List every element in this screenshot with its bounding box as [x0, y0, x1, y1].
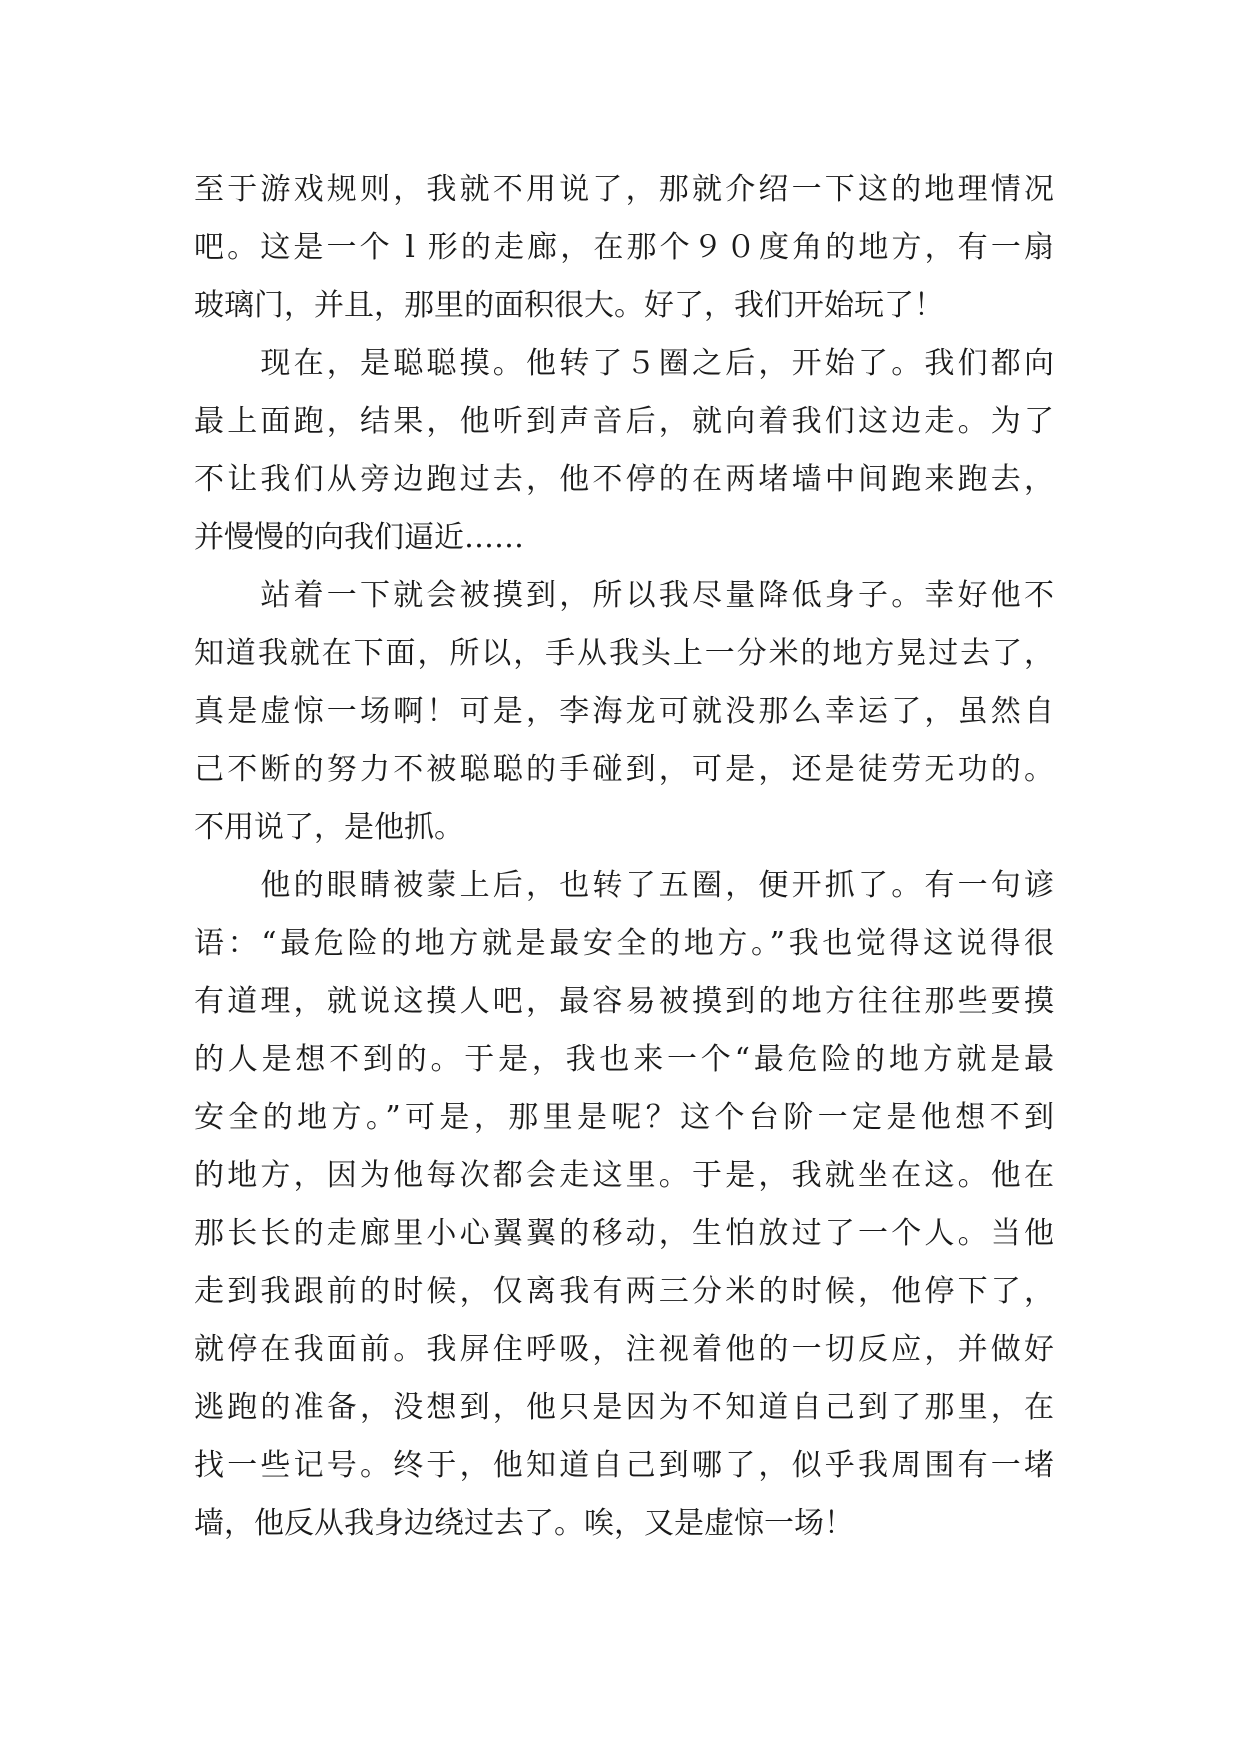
text-line: 最上面跑，结果，他听到声音后，就向着我们这边走。为了	[194, 404, 1054, 439]
text-line: 并慢慢的向我们逼近……	[194, 520, 524, 555]
text-line: 己不断的努力不被聪聪的手碰到，可是，还是徒劳无功的。	[194, 752, 1054, 787]
text-line: 就停在我面前。我屏住呼吸，注视着他的一切反应，并做好	[194, 1332, 1054, 1367]
text-line: 玻璃门，并且，那里的面积很大。好了，我们开始玩了！	[194, 288, 944, 323]
text-line: 站着一下就会被摸到，所以我尽量降低身子。幸好他不	[194, 578, 1054, 613]
text-line: 他的眼睛被蒙上后，也转了五圈，便开抓了。有一句谚	[194, 868, 1054, 903]
text-line: 知道我就在下面，所以，手从我头上一分米的地方晃过去了，	[194, 636, 1054, 671]
text-line: 那长长的走廊里小心翼翼的移动，生怕放过了一个人。当他	[194, 1216, 1054, 1251]
text-line: 的人是想不到的。于是，我也来一个“最危险的地方就是最	[194, 1042, 1054, 1077]
text-line: 墙，他反从我身边绕过去了。唉，又是虚惊一场！	[194, 1506, 854, 1541]
text-line: 语：“最危险的地方就是最安全的地方。”我也觉得这说得很	[194, 926, 1054, 961]
text-line: 真是虚惊一场啊！可是，李海龙可就没那么幸运了，虽然自	[194, 694, 1054, 729]
text-line: 不用说了，是他抓。	[194, 810, 464, 845]
text-line: 的地方，因为他每次都会走这里。于是，我就坐在这。他在	[194, 1158, 1054, 1193]
text-line: 现在，是聪聪摸。他转了５圈之后，开始了。我们都向	[194, 346, 1054, 381]
text-line: 有道理，就说这摸人吧，最容易被摸到的地方往往那些要摸	[194, 984, 1054, 1019]
text-line: 安全的地方。”可是，那里是呢？这个台阶一定是他想不到	[194, 1100, 1054, 1135]
text-line: 不让我们从旁边跑过去，他不停的在两堵墙中间跑来跑去，	[194, 462, 1054, 497]
text-line: 逃跑的准备，没想到，他只是因为不知道自己到了那里，在	[194, 1390, 1054, 1425]
text-line: 走到我跟前的时候，仅离我有两三分米的时候，他停下了，	[194, 1274, 1054, 1309]
text-line: 吧。这是一个 l 形的走廊，在那个９０度角的地方，有一扇	[194, 230, 1054, 265]
text-line: 找一些记号。终于，他知道自己到哪了，似乎我周围有一堵	[194, 1448, 1054, 1483]
text-line: 至于游戏规则，我就不用说了，那就介绍一下这的地理情况	[194, 172, 1054, 207]
